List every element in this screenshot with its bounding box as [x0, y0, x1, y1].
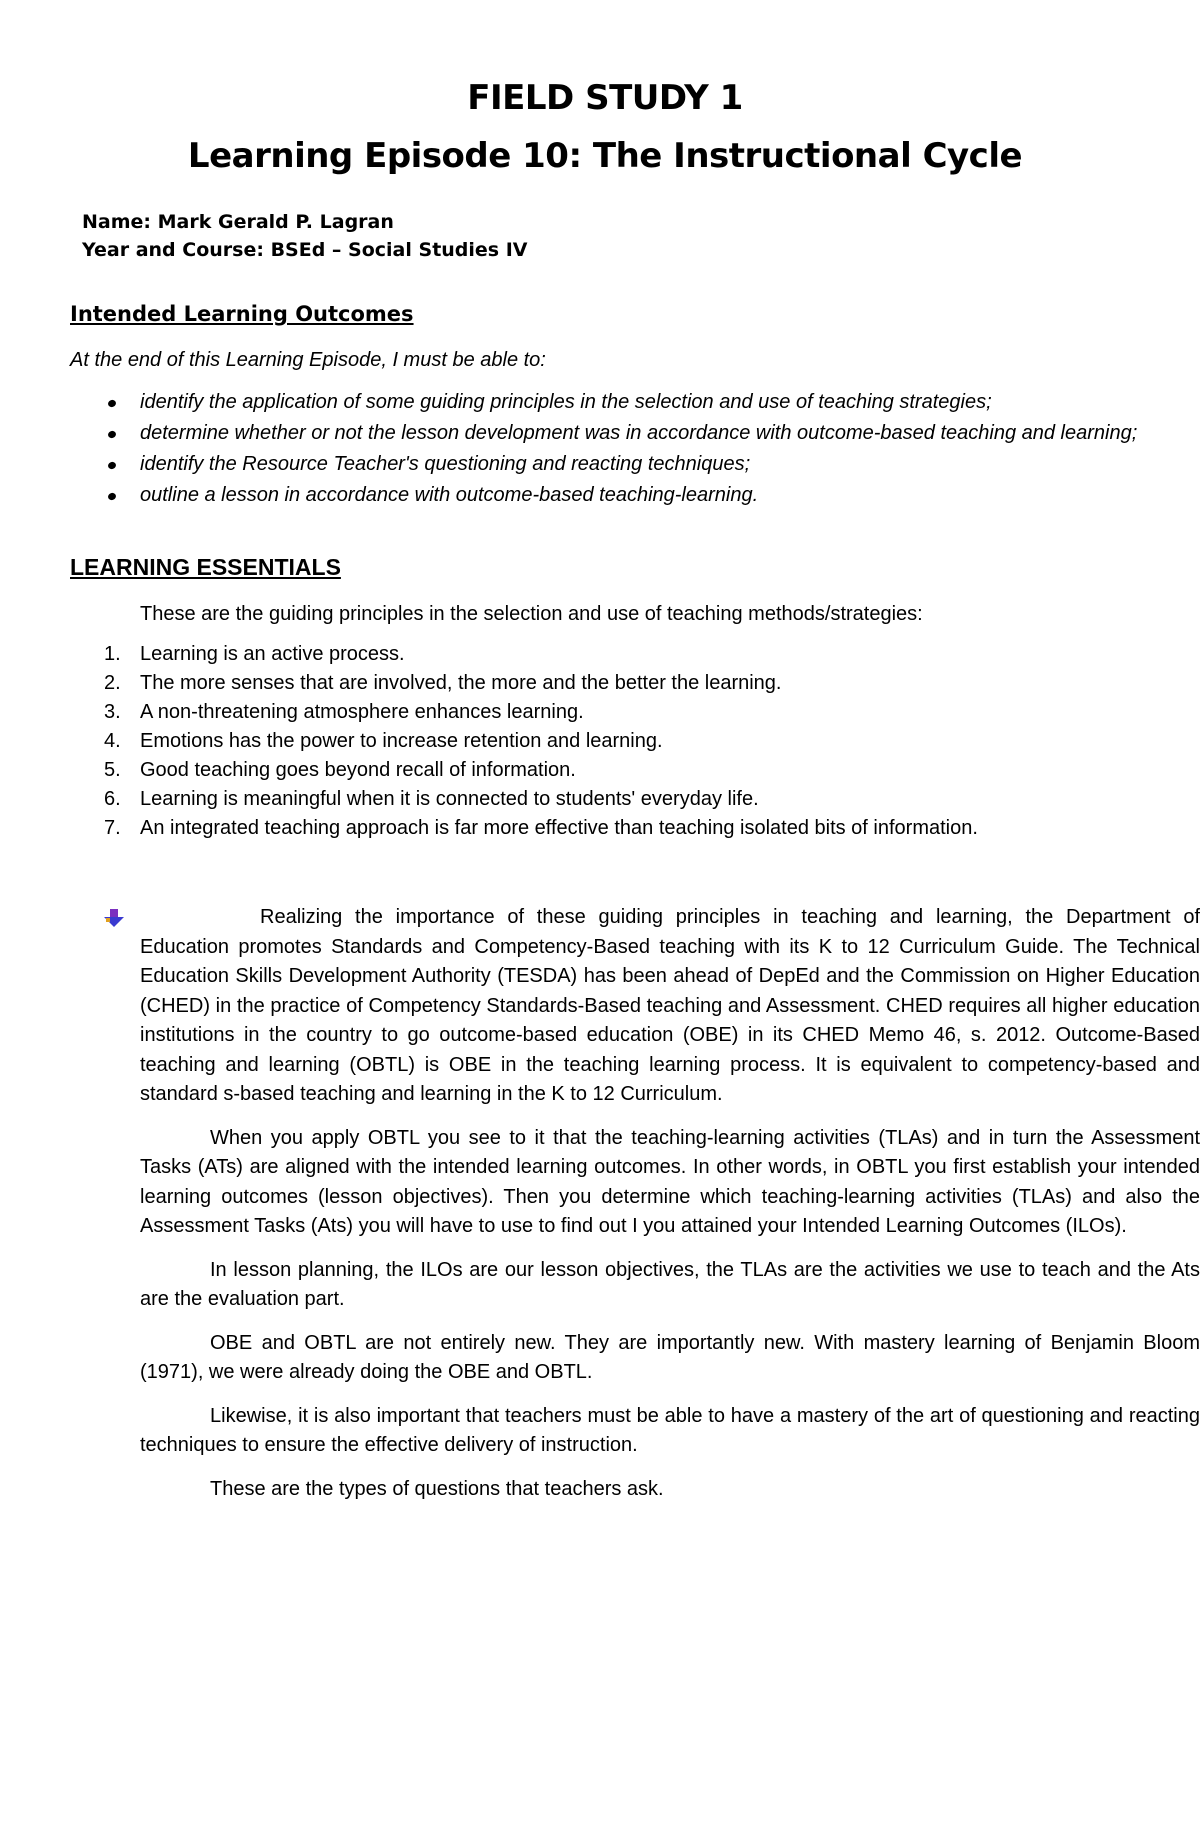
- bullet-icon: [107, 461, 117, 470]
- principle-number: 5.: [104, 759, 121, 781]
- ilo-item: [70, 388, 1140, 417]
- principle-text: An integrated teaching approach is far more effective than teaching isolated bits of information.: [140, 817, 978, 839]
- student-info: [82, 208, 1140, 264]
- principle-item: [70, 640, 1140, 669]
- learning-essentials-heading: LEARNING ESSENTIALS: [70, 554, 341, 580]
- ilo-heading: Intended Learning Outcomes: [70, 302, 414, 326]
- principle-item: [70, 785, 1140, 814]
- bullet-icon: [107, 430, 117, 439]
- principle-number: 6.: [104, 788, 121, 810]
- principle-text: Learning is an active process.: [140, 643, 405, 665]
- paragraph-obtl: When you apply OBTL you see to it that the teaching-learning activities (TLAs) and in turn the Assessment Tasks (ATs) are aligned with the intended learning outcomes. In other words, in OBTL you first establish your intended learning outcomes (lesson objectives). Then you determine which teaching-learning activities (TLAs) and also the Assessment Tasks (Ats) you will have to use to find out I you attained your Intended Learning Outcomes (ILOs).: [140, 1126, 1200, 1237]
- principle-number: 3.: [104, 701, 121, 723]
- paragraph-lesson-planning: In lesson planning, the ILOs are our lesson objectives, the TLAs are the activities we use to teach and the Ats are the evaluation part.: [140, 1258, 1200, 1310]
- document-title: FIELD STUDY 1: [467, 78, 743, 118]
- principle-text: Emotions has the power to increase retention and learning.: [140, 730, 663, 752]
- paragraph-questioning: Likewise, it is also important that teachers must be able to have a mastery of the art of questioning and reacting techniques to ensure the effective delivery of instruction.: [140, 1404, 1200, 1456]
- ilo-intro: At the end of this Learning Episode, I must be able to:: [70, 349, 546, 371]
- principle-item: [70, 814, 1140, 843]
- document-subtitle: Learning Episode 10: The Instructional Cycle: [187, 136, 1023, 176]
- principle-number: 2.: [104, 672, 121, 694]
- principle-text: Good teaching goes beyond recall of information.: [140, 759, 576, 781]
- bullet-icon: [107, 492, 117, 501]
- ilo-item-text: determine whether or not the lesson development was in accordance with outcome-based teaching and learning;: [140, 422, 1138, 444]
- principle-number: 1.: [104, 643, 121, 665]
- principle-item: [70, 727, 1140, 756]
- ilo-item-text: identify the Resource Teacher's questioning and reacting techniques;: [140, 453, 751, 475]
- principle-text: The more senses that are involved, the more and the better the learning.: [140, 672, 782, 694]
- principle-item: [70, 669, 1140, 698]
- ilo-list: [70, 388, 1140, 510]
- paragraph-question-types: These are the types of questions that teachers ask.: [210, 1477, 664, 1500]
- ilo-item: [70, 419, 1140, 448]
- ilo-item: [70, 450, 1140, 479]
- principle-item: [70, 756, 1140, 785]
- principle-text: Learning is meaningful when it is connected to students' everyday life.: [140, 788, 759, 810]
- principles-list: [70, 640, 1140, 843]
- student-name: Name: Mark Gerald P. Lagran: [82, 211, 394, 233]
- ilo-item-text: outline a lesson in accordance with outcome-based teaching-learning.: [140, 484, 759, 506]
- paragraph-obe-history: OBE and OBTL are not entirely new. They are importantly new. With mastery learning of Benjamin Bloom (1971), we were already doing the OBE and OBTL.: [140, 1331, 1200, 1383]
- principle-item: [70, 698, 1140, 727]
- principle-number: 4.: [104, 730, 121, 752]
- bullet-icon: [107, 399, 117, 408]
- paragraph-text: Realizing the importance of these guiding principles in teaching and learning, the Department of Education promotes Standards and Competency-Based teaching with its K to 12 Curriculum Guide. The Technical Education Skills Development Authority (TESDA) has been ahead of DepEd and the Commission on Higher Education (CHED) in the practice of Competency Standards-Based teaching and Assessment. CHED requires all higher education institutions in the country to go outcome-based education (OBE) in its CHED Memo 46, s. 2012. Outcome-Based teaching and learning (OBTL) is OBE in the teaching learning process. It is equivalent to competency-based and standard s-based teaching and learning in the K to 12 Curriculum.: [140, 906, 1200, 1105]
- principle-text: A non-threatening atmosphere enhances learning.: [140, 701, 584, 723]
- arrow-bullet-icon: [104, 909, 124, 927]
- paragraph-deped-standards: [140, 903, 1200, 1110]
- principles-intro: These are the guiding principles in the selection and use of teaching methods/strategies:: [140, 603, 923, 625]
- ilo-item: [70, 481, 1140, 510]
- principle-number: 7.: [104, 817, 121, 839]
- ilo-item-text: identify the application of some guiding principles in the selection and use of teaching strategies;: [140, 391, 992, 413]
- year-and-course: Year and Course: BSEd – Social Studies IV: [82, 239, 528, 261]
